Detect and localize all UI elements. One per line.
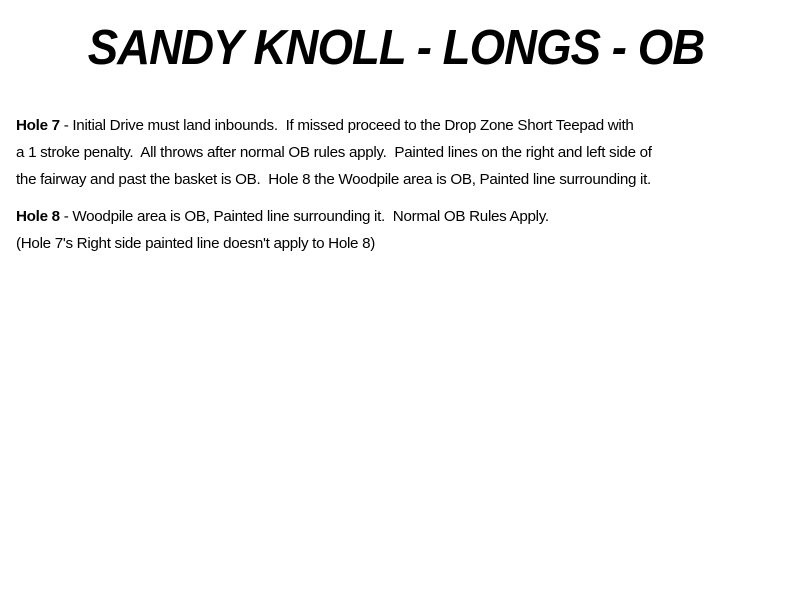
page-title: SANDY KNOLL - LONGS - OB [87,21,705,75]
rule-line: the fairway and past the basket is OB. Hole 8 the Woodpile area is OB, Painted line surrounding it. [16,171,651,188]
hole-8-rule [16,203,776,257]
rule-text: - Initial Drive must land inbounds. If missed proceed to the Drop Zone Short Teepad with [59,117,634,134]
rule-line [16,203,776,230]
rule-line [16,112,776,139]
rule-line: a 1 stroke penalty. All throws after normal OB rules apply. Painted lines on the right and left side of [16,144,652,161]
hole-7-rule [16,112,776,193]
hole-8-label: Hole 8 [16,208,60,225]
hole-7-label: Hole 7 [16,117,60,134]
rule-text: - Woodpile area is OB, Painted line surrounding it. Normal OB Rules Apply. [59,208,549,225]
rule-line: (Hole 7's Right side painted line doesn't apply to Hole 8) [16,235,376,252]
